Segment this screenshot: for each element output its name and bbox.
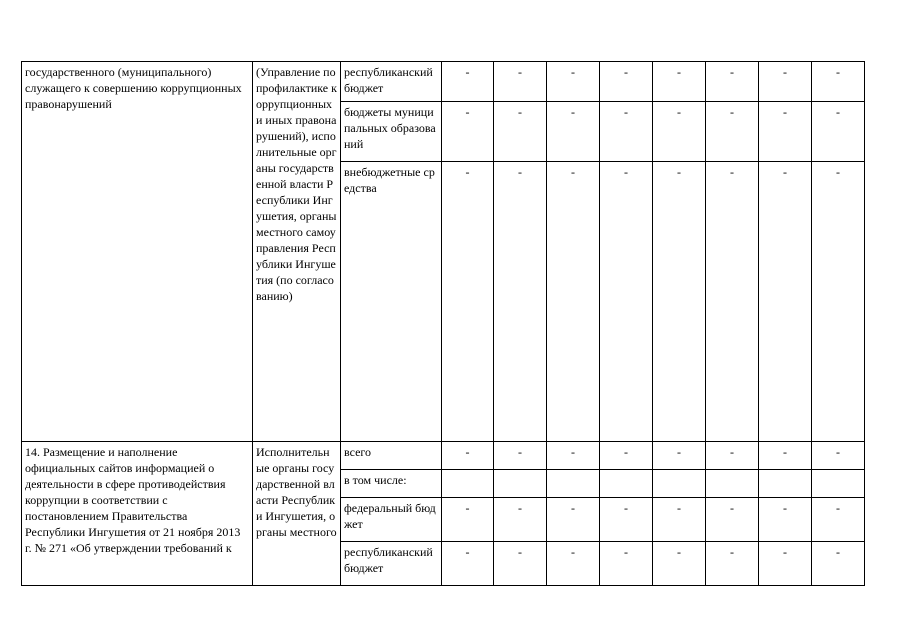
value-cell (547, 470, 600, 498)
table-row (22, 62, 865, 102)
value-cell: - (812, 62, 865, 102)
value-cell: - (759, 498, 812, 542)
value-cell: - (600, 62, 653, 102)
measure-cell: государственного (муниципального) служащего к совершению коррупционных правонарушений (22, 62, 253, 442)
value-cell: - (600, 498, 653, 542)
funding-source-cell: республиканский бюджет (341, 542, 442, 586)
value-cell: - (653, 62, 706, 102)
value-cell: - (442, 102, 494, 162)
value-cell: - (653, 498, 706, 542)
value-cell: - (494, 102, 547, 162)
funding-source-cell: республиканский бюджет (341, 62, 442, 102)
funding-source-cell: федеральный бюджет (341, 498, 442, 542)
value-cell: - (494, 498, 547, 542)
value-cell: - (547, 498, 600, 542)
value-cell: - (547, 62, 600, 102)
value-cell: - (653, 442, 706, 470)
value-cell: - (759, 542, 812, 586)
value-cell (600, 470, 653, 498)
value-cell: - (442, 542, 494, 586)
value-cell: - (547, 102, 600, 162)
value-cell: - (759, 62, 812, 102)
value-cell: - (494, 62, 547, 102)
value-cell: - (759, 162, 812, 442)
value-cell: - (812, 162, 865, 442)
program-table (21, 61, 865, 586)
value-cell: - (600, 102, 653, 162)
funding-source-cell: всего (341, 442, 442, 470)
value-cell: - (442, 442, 494, 470)
value-cell: - (706, 542, 759, 586)
value-cell (812, 470, 865, 498)
executor-cell: Исполнительные органы государственной власти Республики Ингушетия, органы местного (253, 442, 341, 586)
value-cell: - (706, 102, 759, 162)
value-cell: - (706, 162, 759, 442)
value-cell: - (653, 162, 706, 442)
value-cell (706, 470, 759, 498)
funding-source-cell: внебюджетные средства (341, 162, 442, 442)
value-cell: - (812, 542, 865, 586)
value-cell: - (547, 442, 600, 470)
value-cell (442, 470, 494, 498)
value-cell: - (494, 542, 547, 586)
value-cell: - (653, 102, 706, 162)
value-cell: - (600, 442, 653, 470)
value-cell: - (494, 162, 547, 442)
funding-source-cell: бюджеты муниципальных образований (341, 102, 442, 162)
value-cell: - (442, 498, 494, 542)
value-cell: - (706, 498, 759, 542)
value-cell (494, 470, 547, 498)
funding-source-cell: в том числе: (341, 470, 442, 498)
value-cell (653, 470, 706, 498)
value-cell: - (442, 62, 494, 102)
value-cell: - (600, 162, 653, 442)
executor-cell: (Управление по профилактике коррупционных и иных правонарушений), исполнительные органы государственной власти Республики Ингушетия, органы местного самоуправления Республики Ингушетия (по согласованию) (253, 62, 341, 442)
value-cell: - (494, 442, 547, 470)
value-cell: - (547, 542, 600, 586)
value-cell: - (653, 542, 706, 586)
value-cell: - (812, 442, 865, 470)
value-cell: - (812, 498, 865, 542)
table-row (22, 442, 865, 470)
value-cell: - (706, 442, 759, 470)
value-cell: - (812, 102, 865, 162)
value-cell: - (600, 542, 653, 586)
value-cell: - (759, 102, 812, 162)
value-cell: - (759, 442, 812, 470)
value-cell: - (442, 162, 494, 442)
value-cell: - (706, 62, 759, 102)
value-cell: - (547, 162, 600, 442)
measure-cell: 14. Размещение и наполнение официальных сайтов информацией о деятельности в сфере противодействия коррупции в соответствии с постановлением Правительства Республики Ингушетия от 21 ноября 2013 г. № 271 «Об утверждении требований к (22, 442, 253, 586)
value-cell (759, 470, 812, 498)
